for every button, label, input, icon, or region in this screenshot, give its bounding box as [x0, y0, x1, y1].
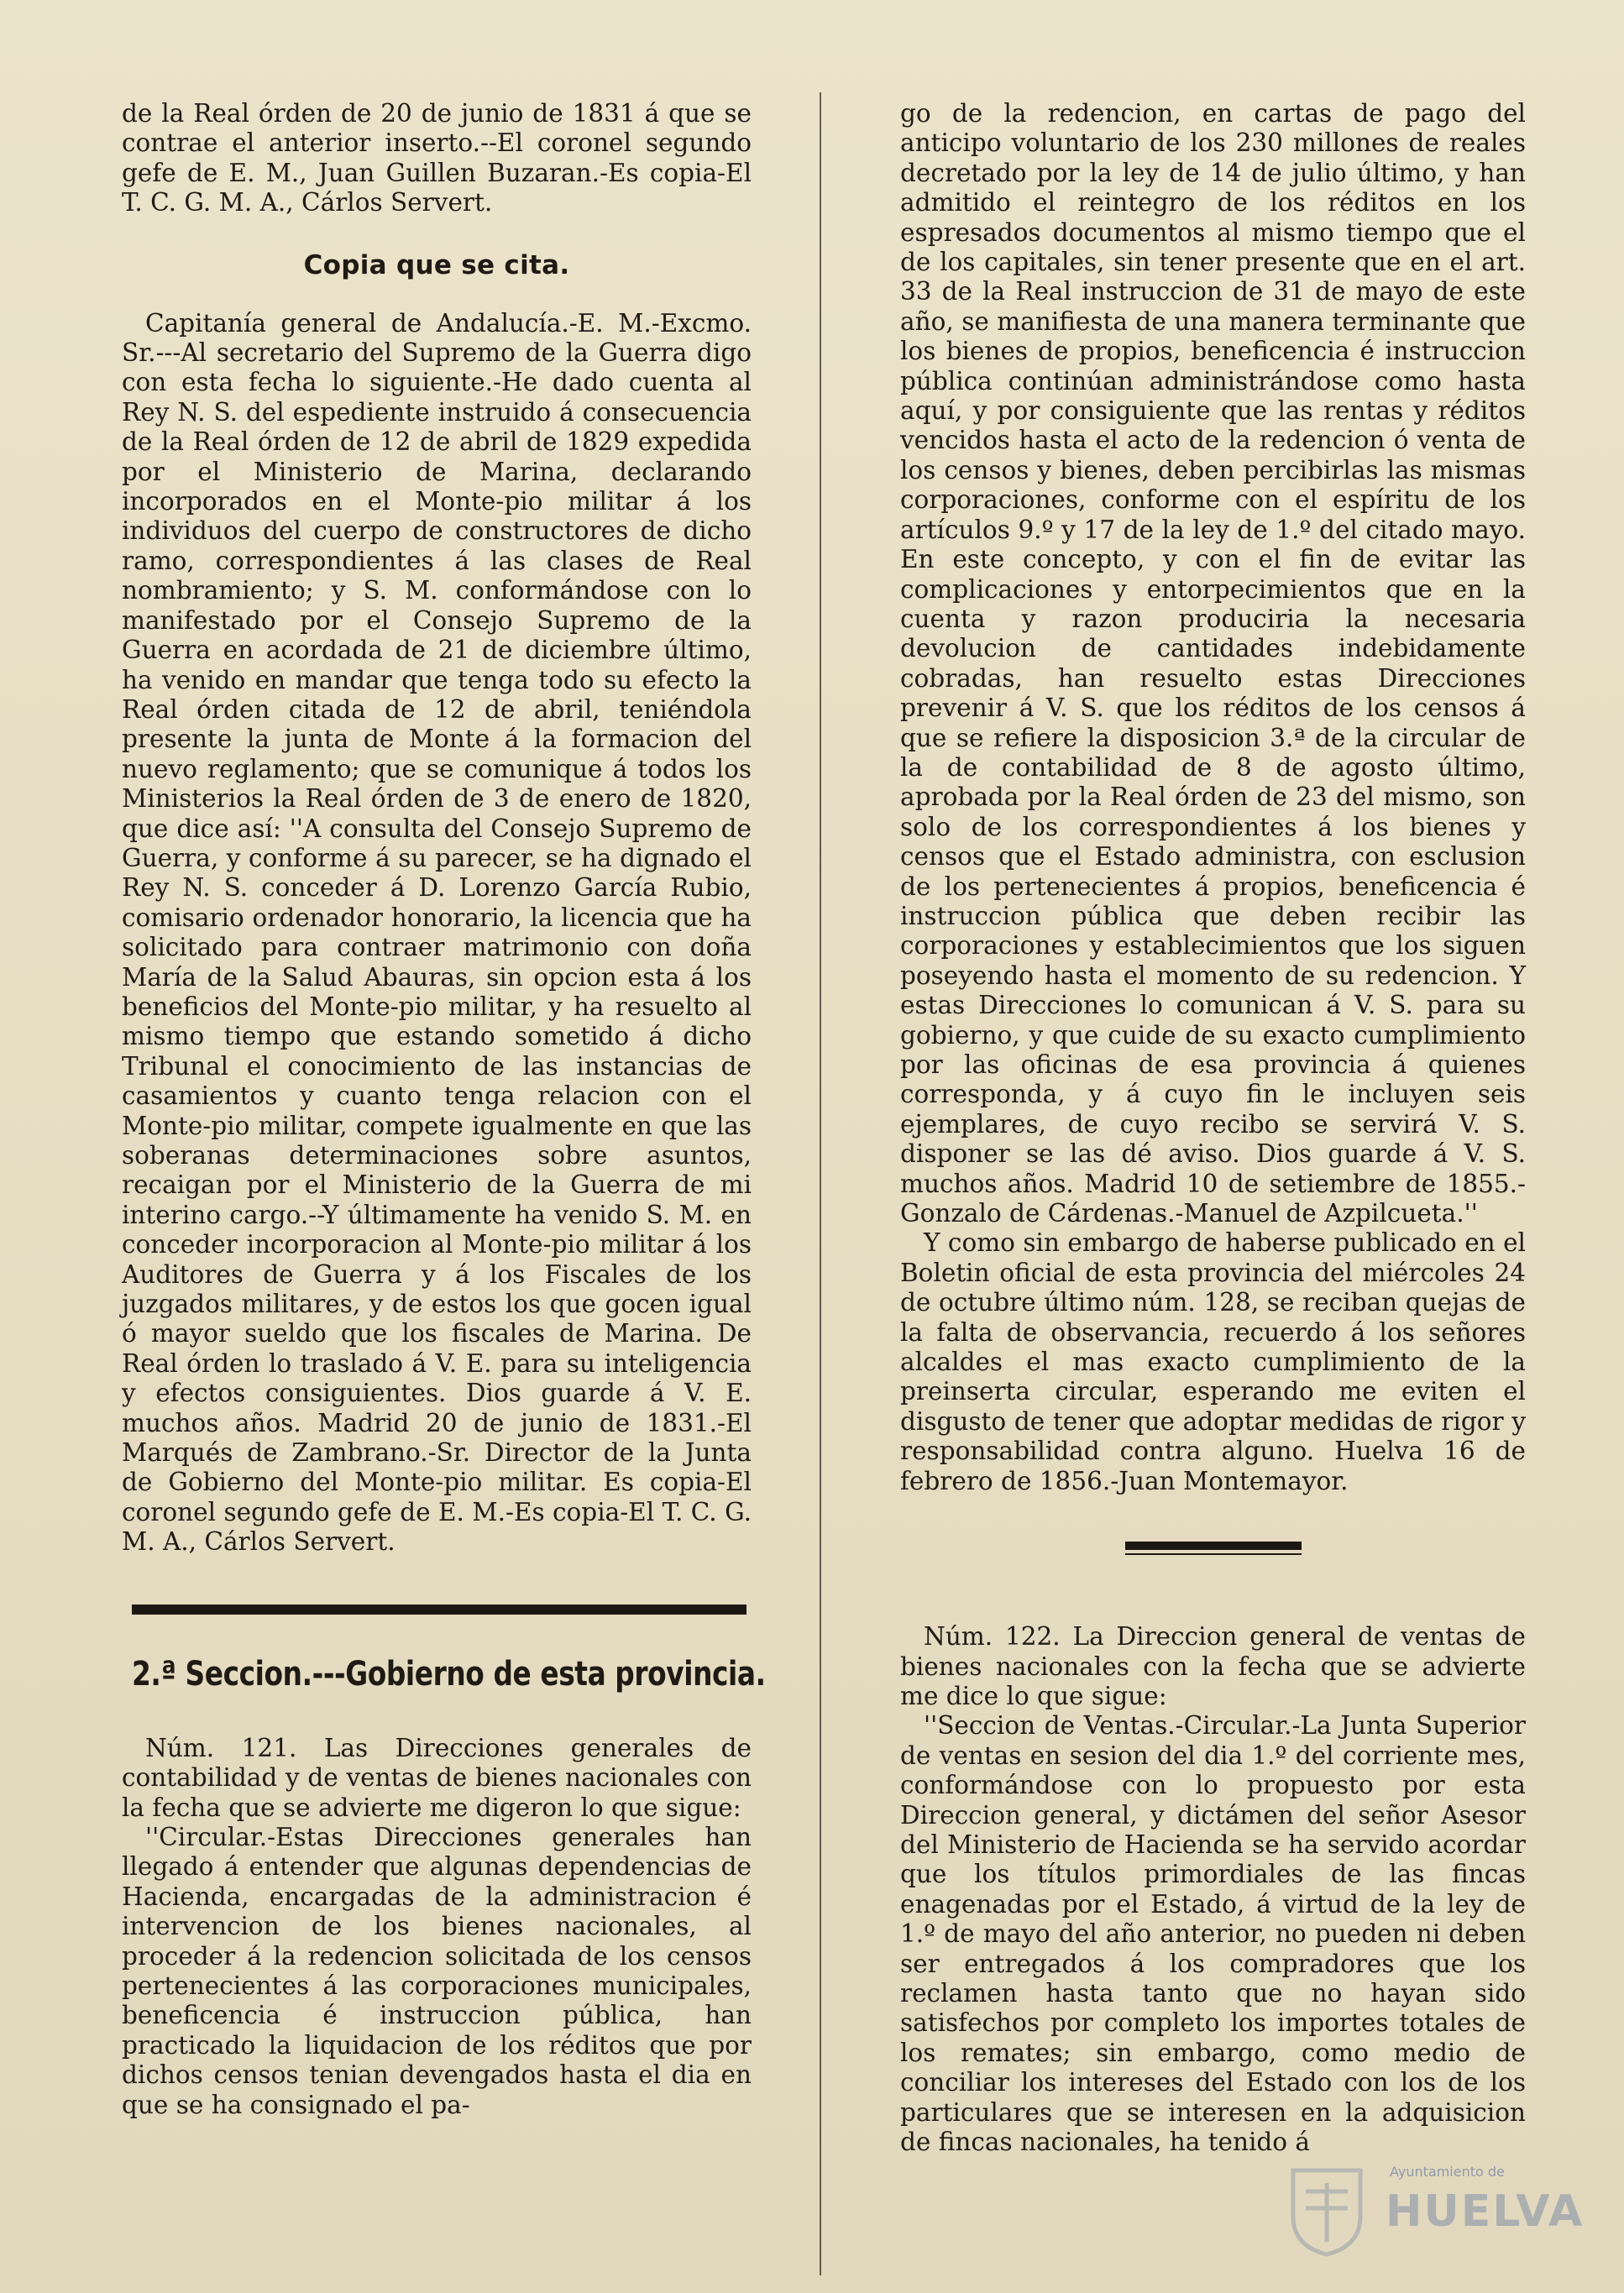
watermark-big-text: HUELVA [1386, 2186, 1585, 2237]
right-column [900, 99, 1526, 2157]
closing-paragraph: Y como sin embargo de haberse publicado en el Boletin oficial de esta provincia del miércoles 24 de octubre último núm. 128, se reciban quejas de la falta de observancia, recuerdo á los señores alcaldes el mas exacto cumplimiento de la preinserta circular, esperando me eviten el disgusto de tener que adoptar medidas de rigor y responsabilidad contra alguno. Huelva 16 de febrero de 1856.-Juan Montemayor. [900, 1228, 1526, 1495]
left-column [122, 99, 766, 2120]
copy-paragraph: Capitanía general de Andalucía.-E. M.-Excmo. Sr.---Al secretario del Supremo de la Guerra digo con esta fecha lo siguiente.-He dado cuenta al Rey N. S. del espediente instruido á consecuencia de la Real órden de 12 de abril de 1829 expedida por el Ministerio de Marina, declarando incorporados en el Monte-pio militar á los individuos del cuerpo de constructores de dicho ramo, correspondientes á las clases de Real nombramiento; y S. M. conformándose con lo manifestado por el Consejo Supremo de la Guerra en acordada de 21 de diciembre último, ha venido en mandar que tenga todo su efecto la Real órden citada de 12 de abril, teniéndola presente la junta de Monte á la formacion del nuevo reglamento; que se comunique á todos los Ministerios la Real órden de 3 de enero de 1820, que dice así: ''A consulta del Consejo Supremo de Guerra, y conforme á su parecer, se ha dignado el Rey N. S. conceder á D. Lorenzo García Rubio, comisario ordenador honorario, la licencia que ha solicitado para contraer matrimonio con doña María de la Salud Abauras, sin opcion esta á los beneficios del Monte-pio militar, y ha resuelto al mismo tiempo que estando sometido á dicho Tribunal el conocimiento de las instancias de casamientos y cuanto tenga relacion con el Monte-pio militar, compete igualmente en que las soberanas determinaciones sobre asuntos, recaigan por el Ministerio de la Guerra de mi interino cargo.--Y últimamente ha venido S. M. en conceder incorporacion al Monte-pio militar á los Auditores de Guerra y á los Fiscales de los juzgados militares, y de estos los que gocen igual ó mayor sueldo que los fiscales de Marina. De Real órden lo traslado á V. E. para su inteligencia y efectos consiguientes. Dios guarde á V. E. muchos años. Madrid 20 de junio de 1831.-El Marqués de Zambrano.-Sr. Director de la Junta de Gobierno del Monte-pio militar. Es copia-El coronel segundo gefe de E. M.-Es copia-El T. C. G. M. A., Cárlos Servert. [122, 308, 752, 1557]
num121-paragraph: Núm. 121. Las Direcciones generales de contabilidad y de ventas de bienes nacionales con la fecha que se advierte me digeron lo que sigue: [122, 1733, 752, 1822]
seccion-ventas-paragraph: ''Seccion de Ventas.-Circular.-La Junta Superior de ventas en sesion del dia 1.º del corriente mes, conformándose con lo propuesto por esta Direccion general, y dictámen del señor Asesor del Ministerio de Hacienda se ha servido acordar que los títulos primordiales de las fincas enagenadas por el Estado, á virtud de la ley de 1.º de mayo del año anterior, no pueden ni deben ser entregados á los compradores que los reclamen hasta tanto que no hayan sido satisfechos por completo los importes totales de los remates; sin embargo, como medio de conciliar los intereses del Estado con los de los particulares que se interesen en la adquisicion de fincas nacionales, ha tenido á [900, 1711, 1526, 2156]
section-divider-rule [132, 1605, 747, 1615]
continuation-paragraph: go de la redencion, en cartas de pago del anticipo voluntario de los 230 millones de reales decretado por la ley de 14 de julio último, y han admitido el reintegro de los réditos en los espresados documentos al mismo tiempo que el de los capitales, sin tener presente que en el art. 33 de la Real instruccion de 31 de mayo de este año, se manifiesta de una manera terminante que los bienes de propios, beneficencia é instruccion pública continúan administrándose como hasta aquí, y por consiguiente que las rentas y réditos vencidos hasta el acto de la redencion ó venta de los censos y bienes, deben percibirlas las mismas corporaciones, conforme con el espíritu de los artículos 9.º y 17 de la ley de 1.º del citado mayo. En este concepto, y con el fin de evitar las complicaciones y entorpecimientos que en la cuenta y razon produciria la necesaria devolucion de cantidades indebidamente cobradas, han resuelto estas Direcciones prevenir á V. S. que los réditos de los censos á que se refiere la disposicion 3.ª de la circular de la de contabilidad de 8 de agosto último, aprobada por la Real órden de 23 del mismo, son solo de los correspondientes á los bienes y censos que el Estado administra, con esclusion de los pertenecientes á propios, beneficencia é instruccion pública que deben recibir las corporaciones y establecimientos que los siguen poseyendo hasta el momento de su redencion. Y estas Direcciones lo comunican á V. S. para su gobierno, y que cuide de su exacto cumplimiento por las oficinas de esa provincia á quienes corresponda, y á cuyo fin le incluyen seis ejemplares, de cuyo recibo se servirá V. S. disponer se las dé aviso. Dios guarde á V. S. muchos años. Madrid 10 de setiembre de 1855.-Gonzalo de Cárdenas.-Manuel de Azpilcueta.'' [900, 99, 1526, 1228]
short-divider-rule [1125, 1542, 1302, 1550]
circular-paragraph: ''Circular.-Estas Direcciones generales han llegado á entender que algunas dependencias de Hacienda, encargadas de la administracion é intervencion de los bienes nacionales, al proceder á la redencion solicitada de los censos pertenecientes á las corporaciones municipales, beneficencia é instruccion pública, han practicado la liquidacion de los réditos que por dichos censos tenian devengados hasta el dia en que se ha consignado el pa- [122, 1822, 752, 2119]
copy-heading: Copia que se cita. [303, 249, 570, 280]
watermark-small-text: Ayuntamiento de [1390, 2164, 1505, 2180]
intro-paragraph: de la Real órden de 20 de junio de 1831 á que se contrae el anterior inserto.--El coronel segundo gefe de E. M., Juan Guillen Buzaran.-Es copia-El T. C. G. M. A., Cárlos Servert. [122, 99, 752, 217]
section-title: 2.ª Seccion.---Gobierno de esta provincia. [132, 1654, 766, 1694]
column-divider [820, 92, 821, 2275]
num122-paragraph: Núm. 122. La Direccion general de ventas de bienes nacionales con la fecha que se advierte me dice lo que sigue: [900, 1622, 1526, 1710]
